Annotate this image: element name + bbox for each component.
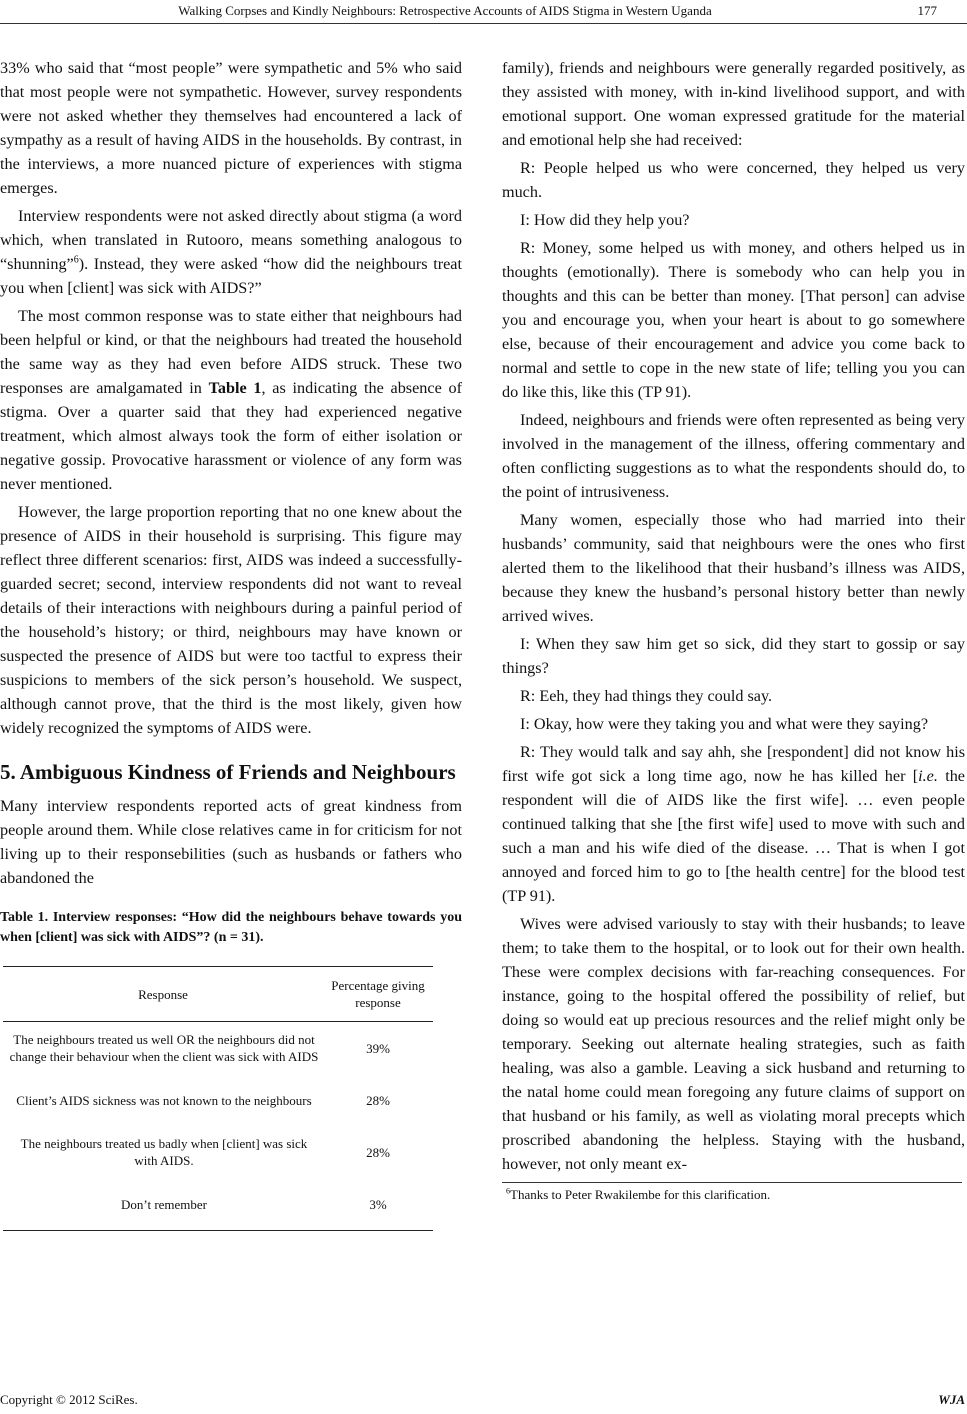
table-row	[3, 1126, 433, 1178]
paragraph: R: Eeh, they had things they could say.	[520, 687, 773, 705]
percentage-cell: 28%	[366, 1144, 390, 1160]
table-reference[interactable]: Table 1	[208, 379, 262, 397]
text-run: , as indicating the absence of stigma. Over a quarter said that they had experienced negative treatment, which almost always took the form of either isolation or negative gossip. Provocative harassment or violence of any form was never mentioned.	[0, 379, 462, 493]
right-column	[502, 56, 965, 1204]
header-rule	[0, 23, 967, 24]
paragraph: Indeed, neighbours and friends were often represented as being very involved in the management of the illness, offering commentary and often conflicting suggestions as to what the respondents should do, to the point of intrusiveness.	[502, 411, 965, 501]
text-run: ). Instead, they were asked “how did the neighbours treat you when [client] was sick with AIDS?”	[0, 255, 462, 297]
paragraph: R: People helped us who were concerned, they helped us very much.	[502, 159, 965, 201]
paragraph	[502, 740, 965, 908]
table-row	[3, 1074, 433, 1126]
text-run: the respondent will die of AIDS like the first wife]. … even people continued talking that she [the first wife] used to move with such and such a man and his wife died of the disease. … That is when I got annoyed and forced him to go to [the health centre] for the blood test (TP 91).	[502, 767, 965, 905]
footnote-rule	[502, 1182, 962, 1183]
column-header-percentage: Percentage giving response	[323, 967, 433, 1022]
paragraph	[0, 204, 462, 300]
paragraph: I: Okay, how were they taking you and what were they saying?	[520, 715, 929, 733]
table-caption: Table 1. Interview responses: “How did the neighbours behave towards you when [client] was sick with AIDS”? (n = 31).	[0, 910, 462, 945]
page-number: 177	[917, 3, 937, 18]
section-heading: 5. Ambiguous Kindness of Friends and Neighbours	[0, 760, 456, 784]
text-run: The most common response was to state either that neighbours had been helpful or kind, or that the neighbours had treated the household the same way as they had even before AIDS struck. These two responses are amalgamated in	[0, 307, 462, 397]
text-run: R: They would talk and say ahh, she [respondent] did not know his first wife got sick a long time ago, now he has killed her [	[502, 743, 965, 785]
paragraph: Many women, especially those who had married into their husbands’ community, said that neighbours were the ones who first alerted them to the likelihood that their husband’s illness was AIDS, because they knew the husband’s personal history better than newly arrived wives.	[502, 511, 965, 625]
italic-text: i.e.	[918, 767, 938, 785]
paragraph: 33% who said that “most people” were sympathetic and 5% who said that most people were not sympathetic. However, survey respondents were not asked whether they themselves had encountered a lack of sympathy as a result of having AIDS in the households. By contrast, in the interviews, a more nuanced picture of experiences with stigma emerges.	[0, 59, 462, 197]
journal-abbrev: WJA	[938, 1392, 965, 1407]
paragraph: I: When they saw him get so sick, did they start to gossip or say things?	[502, 635, 965, 677]
footnote-number: 6	[506, 1186, 510, 1196]
percentage-cell: 28%	[366, 1092, 390, 1108]
response-cell: Don’t remember	[3, 1178, 323, 1231]
response-cell: The neighbours treated us badly when [client] was sick with AIDS.	[20, 1136, 308, 1168]
response-cell: The neighbours treated us well OR the neighbours did not change their behaviour when the client was sick with AIDS	[9, 1032, 319, 1064]
text-run: Interview respondents were not asked directly about stigma (a word which, when translated in Rutooro, means something analogous to “shunning”	[0, 207, 462, 273]
column-header-response: Response	[3, 967, 323, 1022]
left-column	[0, 56, 462, 1231]
paragraph: Wives were advised variously to stay with their husbands; to leave them; to take them to the hospital, or to look out for their own health. These were complex decisions with far-reaching consequences. For instance, going to the hospital offered the possibility of relief, but doing so would eat up precious resources and the relief might only be temporary. Seeking out alternate healing strategies, such as faith healing, was also a gamble. Leaving a sick husband and returning to the natal home could mean foregoing any future claims of support on that husband or his family, as well as violating moral precepts which proscribed abandoning the helpless. Staying with the husband, however, not only meant ex-	[502, 915, 965, 1173]
footnote	[502, 1186, 965, 1204]
running-title: Walking Corpses and Kindly Neighbours: Retrospective Accounts of AIDS Stigma in Western Uganda	[178, 3, 712, 18]
paragraph: I: How did they help you?	[520, 211, 690, 229]
paragraph: However, the large proportion reporting that no one knew about the presence of AIDS in their household is surprising. This figure may reflect three different scenarios: first, AIDS was indeed a successfully-guarded secret; second, interview respondents did not want to reveal details of their interactions with neighbours during a painful period of the household’s history; or third, neighbours may have known or suspected the presence of AIDS but were too tactful to express their suspicions to members of the sick person’s household. We suspect, although cannot prove, that the third is the most likely, given how widely recognized the symptoms of AIDS were.	[0, 503, 462, 737]
table-row	[3, 1022, 433, 1075]
copyright: Copyright © 2012 SciRes.	[0, 1392, 138, 1407]
running-header	[0, 0, 967, 30]
paragraph: Many interview respondents reported acts of great kindness from people around them. While close relatives came in for criticism for not living up to their responsebilities (such as husbands or fathers who abandoned the	[0, 797, 462, 887]
paragraph: family), friends and neighbours were generally regarded positively, as they assisted with money, with in-kind livelihood support, and with emotional support. One woman expressed gratitude for the material and emotional help she had received:	[502, 59, 965, 149]
footnote-text: Thanks to Peter Rwakilembe for this clarification.	[510, 1187, 771, 1202]
paragraph: R: Money, some helped us with money, and others helped us in thoughts (emotionally). There is somebody who can help you in thoughts and this can be better than money. [That person] can advise you and encourage you, when your heart is about to go somewhere else, because of their encouragement and advice you come back to normal and settle to cope in the new state of life; telling you you can do like this, like this (TP 91).	[502, 239, 965, 401]
percentage-cell: 39%	[366, 1040, 390, 1056]
percentage-cell: 3%	[323, 1178, 433, 1231]
table-1	[3, 966, 433, 1231]
paragraph	[0, 304, 462, 496]
table-row	[3, 1178, 433, 1231]
footnote-ref[interactable]: 6	[73, 254, 79, 266]
response-cell: Client’s AIDS sickness was not known to the neighbours	[16, 1092, 312, 1108]
